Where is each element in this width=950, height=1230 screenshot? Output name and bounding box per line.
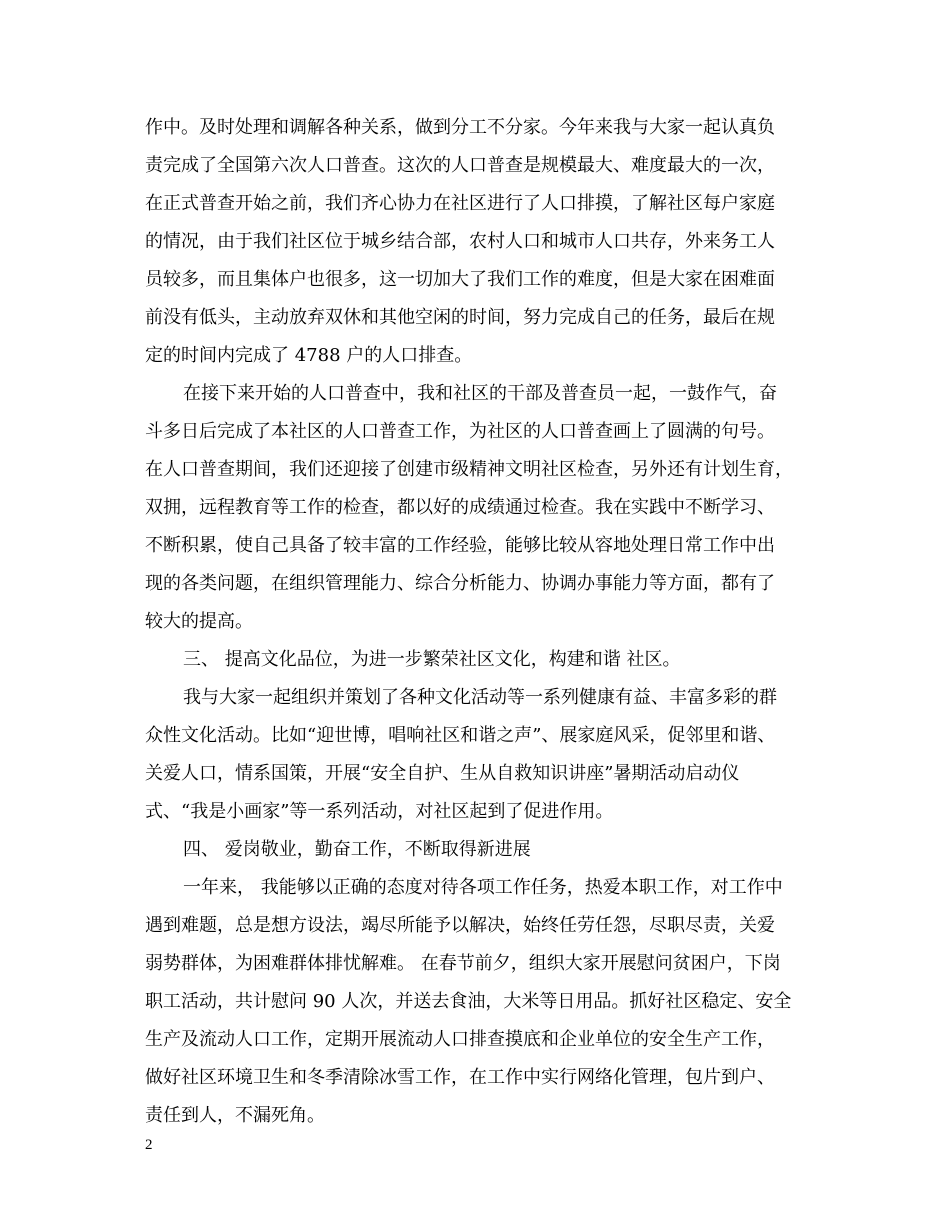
text-line: 遇到难题，总是想方设法，竭尽所能予以解决，始终任劳任怨，尽职尽责，关爱 [145, 915, 775, 936]
section-heading-3: 三、 提高文化品位，为进一步繁荣社区文化，构建和谐 社区。 [183, 649, 681, 670]
text-line: 双拥，远程教育等工作的检查，都以好的成绩通过检查。我在实践中不断学习、 [145, 497, 775, 518]
text-line: 在人口普查期间，我们还迎接了创建市级精神文明社区检查，另外还有计划生育， [145, 459, 793, 480]
text-line: 现的各类问题，在组织管理能力、综合分析能力、协调办事能力等方面，都有了 [145, 573, 775, 594]
paragraph-first-line: 在接下来开始的人口普查中，我和社区的干部及普查员一起，一鼓作气，奋 [183, 383, 777, 404]
text-line: 做好社区环境卫生和冬季清除冰雪工作，在工作中实行网络化管理，包片到户、 [145, 1067, 775, 1088]
paragraph-first-line: 一年来， 我能够以正确的态度对待各项工作任务，热爱本职工作，对工作中 [183, 877, 783, 898]
text-line: 员较多，而且集体户也很多，这一切加大了我们工作的难度，但是大家在困难面 [145, 269, 775, 290]
text-line: 在正式普查开始之前，我们齐心协力在社区进行了人口排摸，了解社区每户家庭 [145, 193, 775, 214]
text-line: 较大的提高。 [145, 611, 253, 632]
text-line: 关爱人口，情系国策，开展“安全自护、生从自救知识讲座”暑期活动启动仪 [145, 763, 740, 784]
section-heading-4: 四、 爱岗敬业，勤奋工作，不断取得新进展 [183, 839, 531, 860]
paragraph-first-line: 我与大家一起组织并策划了各种文化活动等一系列健康有益、丰富多彩的群 [183, 687, 777, 708]
text-line: 责任到人，不漏死角。 [145, 1105, 325, 1126]
text-line: 生产及流动人口工作，定期开展流动人口排查摸底和企业单位的安全生产工作， [145, 1029, 775, 1050]
text-line: 职工活动，共计慰问 90 人次，并送去食油，大米等日用品。抓好社区稳定、安全 [145, 991, 792, 1012]
text-line: 弱势群体，为困难群体排忧解难。 在春节前夕，组织大家开展慰问贫困户，下岗 [145, 953, 781, 974]
text-line: 责完成了全国第六次人口普查。这次的人口普查是规模最大、难度最大的一次， [145, 155, 775, 176]
text-line: 的情况，由于我们社区位于城乡结合部，农村人口和城市人口共存，外来务工人 [145, 231, 775, 252]
text-line: 斗多日后完成了本社区的人口普查工作，为社区的人口普查画上了圆满的句号。 [145, 421, 775, 442]
page-number: 2 [145, 1137, 153, 1153]
text-line: 式、“我是小画家”等一系列活动，对社区起到了促进作用。 [145, 801, 614, 822]
text-line: 定的时间内完成了 4788 户的人口排查。 [145, 345, 473, 366]
text-line: 众性文化活动。比如“迎世博，唱响社区和谐之声”、展家庭风采，促邻里和谐、 [145, 725, 776, 746]
text-line: 不断积累，使自己具备了较丰富的工作经验，能够比较从容地处理日常工作中出 [145, 535, 775, 556]
text-line: 作中。及时处理和调解各种关系，做到分工不分家。今年来我与大家一起认真负 [145, 117, 775, 138]
text-line: 前没有低头，主动放弃双休和其他空闲的时间，努力完成自己的任务，最后在规 [145, 307, 775, 328]
